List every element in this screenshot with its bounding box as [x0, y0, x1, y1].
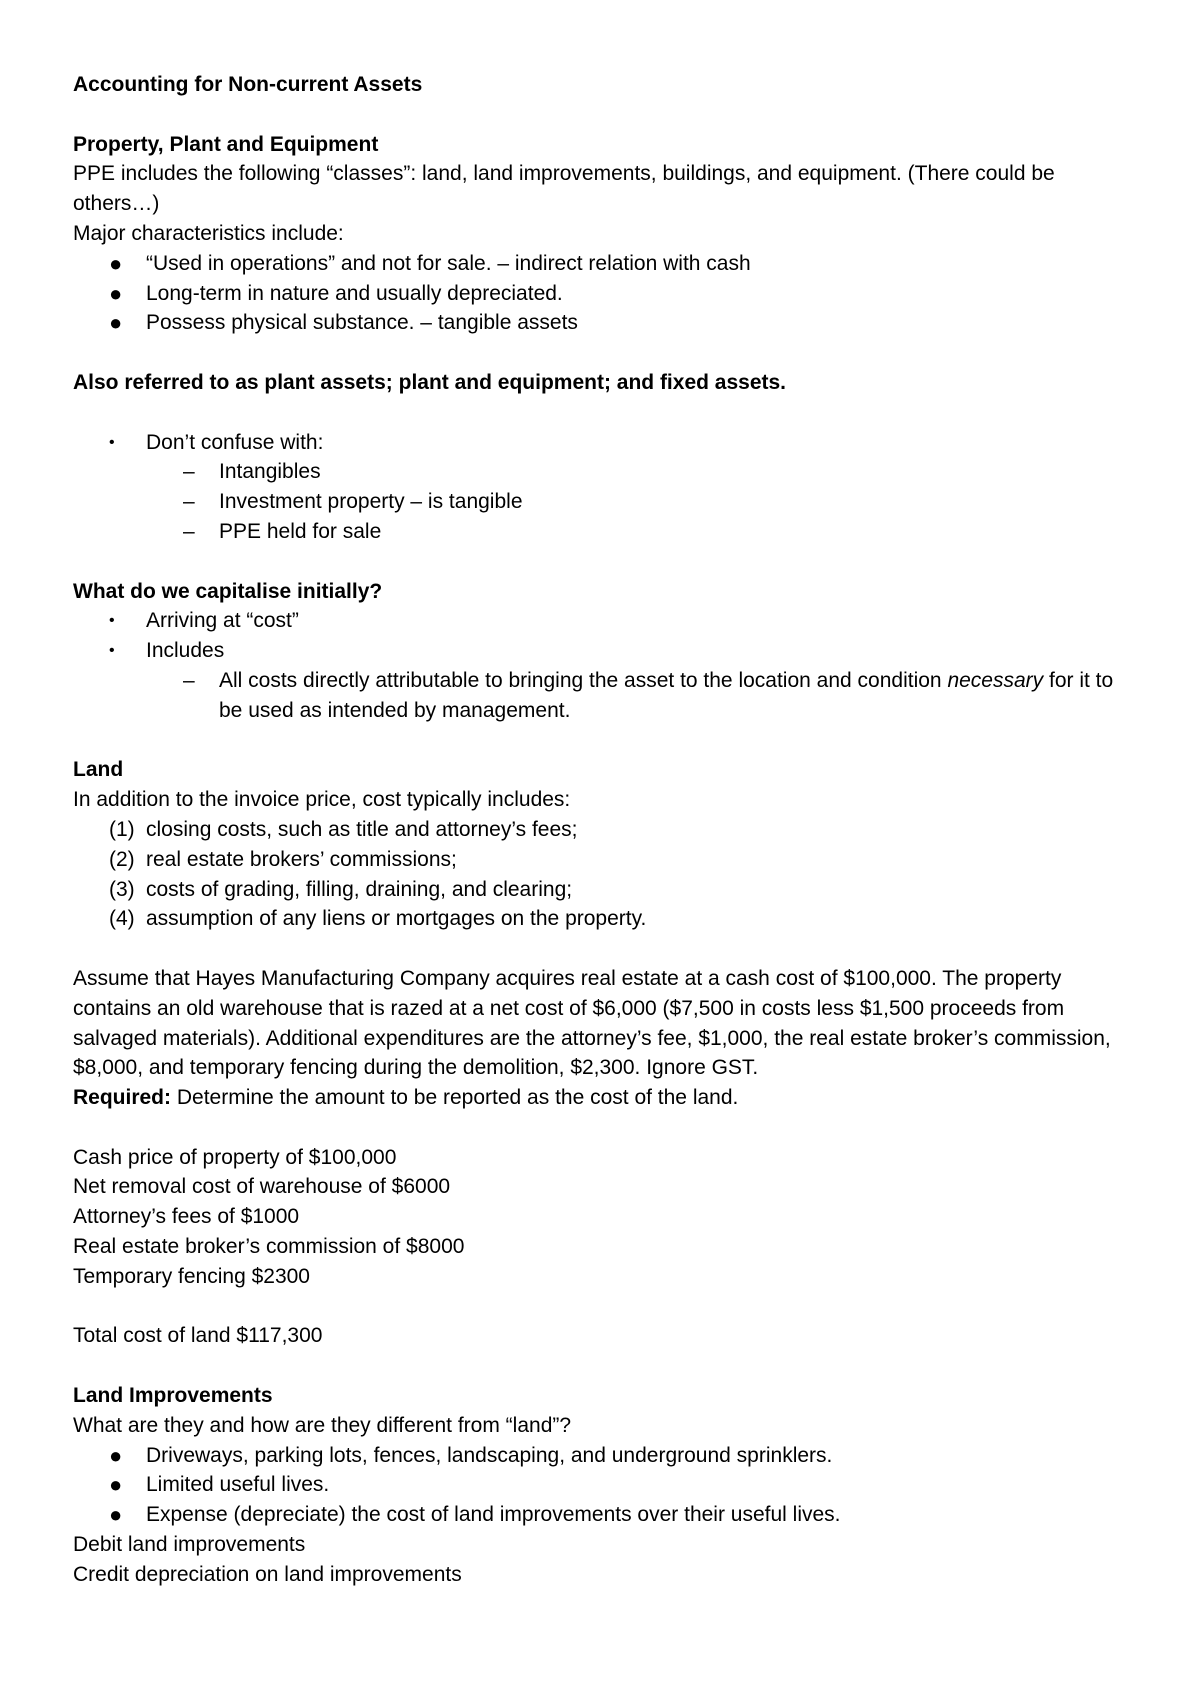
dash-icon: – — [183, 490, 195, 514]
document-title: Accounting for Non-current Assets — [73, 73, 423, 96]
list-item: ● Long-term in nature and usually depreciated. — [73, 279, 1133, 309]
list-item: – PPE held for sale — [73, 517, 1133, 547]
capitalise-list — [73, 606, 1133, 666]
land-improvements-question: What are they and how are they different from “land”? — [73, 1413, 572, 1437]
list-item: • Includes — [73, 636, 1133, 666]
list-item: ● Expense (depreciate) the cost of land improvements over their useful lives. — [73, 1500, 1133, 1530]
bullet-icon: ● — [109, 250, 123, 276]
dash-icon: – — [183, 519, 195, 543]
list-number: (1) — [109, 817, 135, 841]
list-number: (4) — [109, 907, 135, 931]
dont-confuse-items — [73, 457, 1133, 546]
list-item: ● Driveways, parking lots, fences, landscaping, and underground sprinklers. — [73, 1441, 1133, 1471]
answer-line: Attorney’s fees of $1000 — [73, 1205, 300, 1229]
spacer — [73, 338, 1133, 368]
spacer — [73, 1113, 1133, 1143]
list-number: (3) — [109, 877, 135, 901]
answer-line: Cash price of property of $100,000 — [73, 1145, 397, 1169]
spacer — [73, 1351, 1133, 1381]
list-item: • Don’t confuse with: — [73, 428, 1133, 458]
spacer — [73, 934, 1133, 964]
capitalise-heading: What do we capitalise initially? — [73, 579, 383, 603]
list-item: – Intangibles — [73, 457, 1133, 487]
debit-line: Debit land improvements — [73, 1533, 306, 1557]
spacer — [73, 398, 1133, 428]
list-item: (4) assumption of any liens or mortgages on the property. — [73, 904, 1133, 934]
list-item: ● Possess physical substance. – tangible assets — [73, 308, 1133, 338]
bullet-icon: ● — [109, 280, 123, 306]
bullet-icon: ● — [109, 1502, 123, 1528]
also-referred-note: Also referred to as plant assets; plant and equipment; and fixed assets. — [73, 370, 787, 394]
land-improvements-heading: Land Improvements — [73, 1384, 273, 1408]
total-cost-line: Total cost of land $117,300 — [73, 1324, 323, 1348]
list-item: – All costs directly attributable to bringing the asset to the location and condition necessary for it to be used as intended by management. — [73, 666, 1133, 726]
bullet-icon: ● — [109, 1442, 123, 1468]
example-paragraph: Assume that Hayes Manufacturing Company acquires real estate at a cash cost of $100,000. The property contains an old warehouse that is razed at a net cost of $6,000 ($7,500 in costs less $1,500 proceeds from salvaged materials). Additional expenditures are the attorney’s fee, $1,000, the real estate broker’s commission, $8,000, and temporary fencing during the demolition, $2,300. Ignore GST. — [73, 966, 1111, 1080]
list-item: (3) costs of grading, filling, draining, and clearing; — [73, 875, 1133, 905]
required-text: Determine the amount to be reported as the cost of the land. — [171, 1086, 739, 1110]
dont-confuse-list — [73, 428, 1133, 458]
list-item: (1) closing costs, such as title and attorney’s fees; — [73, 815, 1133, 845]
capitalise-sub-list — [73, 666, 1133, 726]
spacer — [73, 1292, 1133, 1322]
list-item: ● “Used in operations” and not for sale. – indirect relation with cash — [73, 249, 1133, 279]
dash-icon: – — [183, 460, 195, 484]
required-line — [73, 1083, 1133, 1113]
land-intro: In addition to the invoice price, cost typically includes: — [73, 788, 571, 812]
spacer — [73, 726, 1133, 756]
characteristics-list — [73, 249, 1133, 338]
document-page — [73, 70, 1133, 1590]
credit-line: Credit depreciation on land improvements — [73, 1562, 462, 1586]
ppe-intro: PPE includes the following “classes”: land, land improvements, buildings, and equipment. (There could be others…) — [73, 162, 1055, 216]
bullet-icon: • — [109, 642, 115, 660]
bullet-icon: ● — [109, 1472, 123, 1498]
answer-line: Temporary fencing $2300 — [73, 1264, 310, 1288]
spacer — [73, 100, 1133, 130]
land-heading: Land — [73, 758, 124, 782]
spacer — [73, 547, 1133, 577]
list-item: • Arriving at “cost” — [73, 606, 1133, 636]
land-cost-list — [73, 815, 1133, 934]
characteristics-label: Major characteristics include: — [73, 221, 344, 245]
land-improvements-list — [73, 1441, 1133, 1530]
list-number: (2) — [109, 847, 135, 871]
bullet-icon: • — [109, 612, 115, 630]
answer-line: Net removal cost of warehouse of $6000 — [73, 1175, 451, 1199]
bullet-icon: ● — [109, 310, 123, 336]
list-item: ● Limited useful lives. — [73, 1470, 1133, 1500]
list-item: – Investment property – is tangible — [73, 487, 1133, 517]
list-item: (2) real estate brokers’ commissions; — [73, 845, 1133, 875]
dash-icon: – — [183, 668, 195, 692]
answer-line: Real estate broker’s commission of $8000 — [73, 1235, 465, 1259]
required-label: Required: — [73, 1086, 172, 1110]
bullet-icon: • — [109, 433, 115, 451]
ppe-heading: Property, Plant and Equipment — [73, 132, 379, 156]
